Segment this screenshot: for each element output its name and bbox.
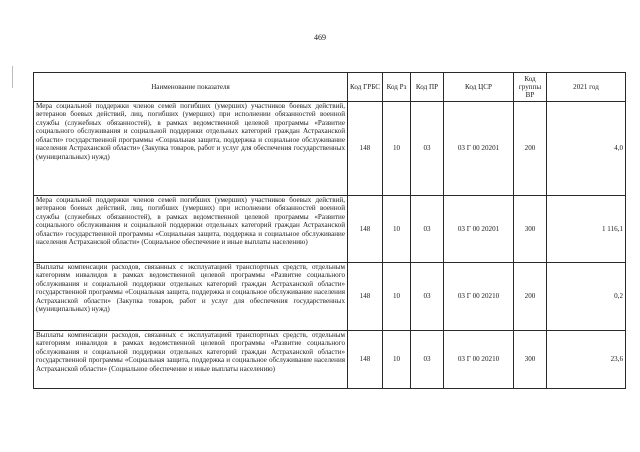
- row-vr: 200: [514, 102, 547, 196]
- row-grbs: 148: [348, 331, 383, 389]
- row-grbs: 148: [348, 196, 383, 263]
- row-amount: 23,6: [547, 331, 626, 389]
- header-vr: Код группы ВР: [514, 73, 547, 102]
- header-rz: Код Рз: [383, 73, 411, 102]
- row-grbs: 148: [348, 102, 383, 196]
- row-rz: 10: [383, 102, 411, 196]
- row-vr: 300: [514, 196, 547, 263]
- table-row: [34, 331, 626, 389]
- row-vr: 200: [514, 263, 547, 331]
- header-name: Наименование показателя: [34, 73, 348, 102]
- table-row: [34, 263, 626, 331]
- row-csr: 03 Г 00 20210: [444, 331, 514, 389]
- row-rz: 10: [383, 263, 411, 331]
- row-pr: 03: [411, 102, 444, 196]
- row-csr: 03 Г 00 20210: [444, 263, 514, 331]
- header-grbs: Код ГРБС: [348, 73, 383, 102]
- row-pr: 03: [411, 331, 444, 389]
- table-header-row: [34, 73, 626, 102]
- table-row: [34, 102, 626, 196]
- row-csr: 03 Г 00 20201: [444, 102, 514, 196]
- page-number: 469: [314, 33, 326, 42]
- row-rz: 10: [383, 196, 411, 263]
- row-csr: 03 Г 00 20201: [444, 196, 514, 263]
- header-csr: Код ЦСР: [444, 73, 514, 102]
- row-vr: 300: [514, 331, 547, 389]
- scan-edge-mark: [12, 66, 13, 88]
- row-name: Мера социальной поддержки членов семей погибших (умерших) участников боевых действий, ветеранов боевых действий, лиц, погибших (умерших) при исполнении обязанностей военной службы (служебных обязанностей), в рамках ведомственной целевой программы «Развитие социального обслуживания и социальной поддержки отдельных категорий граждан Астраханской области» государственной программы «Социальная защита, поддержка и социальное обслуживание населения Астраханской области» (Закупка товаров, работ и услуг для обеспечения государственных (муниципальных) нужд): [34, 102, 348, 196]
- budget-table: [33, 72, 626, 389]
- header-pr: Код ПР: [411, 73, 444, 102]
- row-name: Выплаты компенсации расходов, связанных с эксплуатацией транспортных средств, отдельным категориям инвалидов в рамках ведомственной целевой программы «Развитие социального обслуживания и социальной поддержки отдельных категорий граждан Астраханской области» государственной программы «Социальная защита, поддержка и социальное обслуживание населения Астраханской области» (Закупка товаров, работ и услуг для обеспечения государственных (муниципальных) нужд): [34, 263, 348, 331]
- row-amount: 0,2: [547, 263, 626, 331]
- row-grbs: 148: [348, 263, 383, 331]
- row-name: Выплаты компенсации расходов, связанных с эксплуатацией транспортных средств, отдельным категориям инвалидов в рамках ведомственной целевой программы «Развитие социального обслуживания и социальной поддержки отдельных категорий граждан Астраханской области» государственной программы «Социальная защита, поддержка и социальное обслуживание населения Астраханской области» (Социальное обеспечение и иные выплаты населению): [34, 331, 348, 389]
- row-pr: 03: [411, 263, 444, 331]
- header-year: 2021 год: [547, 73, 626, 102]
- row-amount: 4,0: [547, 102, 626, 196]
- row-amount: 1 116,1: [547, 196, 626, 263]
- row-pr: 03: [411, 196, 444, 263]
- row-rz: 10: [383, 331, 411, 389]
- row-name: Мера социальной поддержки членов семей погибших (умерших) участников боевых действий, ветеранов боевых действий, лиц, погибших (умерших) при исполнении обязанностей военной службы (служебных обязанностей), в рамках ведомственной целевой программы «Развитие социального обслуживания и социальной поддержки отдельных категорий граждан Астраханской области» государственной программы «Социальная защита, поддержка и социальное обслуживание населения Астраханской области» (Социальное обеспечение и иные выплаты населению): [34, 196, 348, 263]
- table-row: [34, 196, 626, 263]
